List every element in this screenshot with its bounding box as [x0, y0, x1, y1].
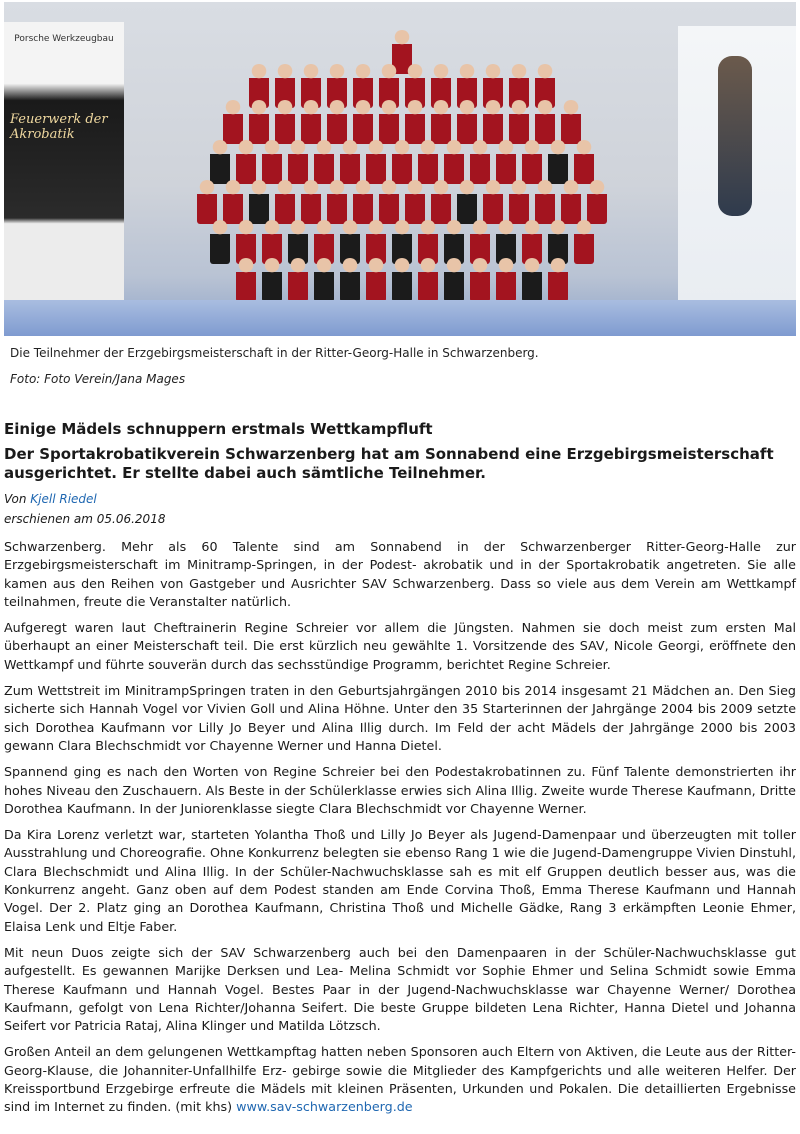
byline-prefix: Von [4, 492, 27, 506]
article-byline [4, 492, 97, 506]
results-link[interactable]: www.sav-schwarzenberg.de [236, 1099, 413, 1115]
hall-floor [4, 300, 796, 336]
article-paragraph: Spannend ging es nach den Worten von Regine Schreier bei den Podestakrobatinnen zu. Fünf Talente demonstrierten ihr hohes Niveau den Zuschauern. Als Beste in der Schülerklasse erwies sich Alina Illig. Zweite wurde Therese Kaufmann, Dritte Dorothea Kaufmann. In der Juniorenklasse siegte Clara Blechschmidt vor Chayenne Werner. [4, 764, 796, 816]
acrobat-figure [718, 56, 752, 216]
photo-credit: Foto: Foto Verein/Jana Mages [10, 372, 186, 386]
article-lead: Der Sportakrobatikverein Schwarzenberg hat am Sonnabend eine Erzgebirgsmeisterschaft ausgerichtet. Er stellte dabei auch sämtliche Teilnehmer. [4, 445, 774, 482]
publish-date: erschienen am 05.06.2018 [4, 512, 166, 526]
article-paragraph: Mit neun Duos zeigte sich der SAV Schwarzenberg auch bei den Damenpaaren in der Schüler-Nachwuchsklasse gut aufgestellt. Es gewannen Marijke Derksen und Lea- Melina Schmidt vor Sophie Ehmer und Selina Schmidt sowie Emma Therese Kaufmann und Hannah Vogel. Bestes Paar in der Jugend-Nachwuchsklasse war Chayenne Werner/ Dorothea Kaufmann, gefolgt von Lena Richter/Johanna Seifert. Die beste Gruppe bildeten Lena Richter, Hanna Dietel und Johanna Seifert vor Patricia Rataj, Alina Klinger und Matilda Lötzsch. [4, 944, 796, 1034]
article-headline: Einige Mädels schnuppern erstmals Wettkampfluft [4, 420, 433, 438]
article-paragraph: Zum Wettstreit im MinitrampSpringen traten in den Geburtsjahrgängen 2010 bis 2014 insgesamt 21 Mädchen an. Den Sieg sicherte sich Hannah Vogel vor Vivien Goll und Alina Höhne. Unter den 35 Starterinnen der Jahrgänge 2004 bis 2009 setzte sich Dorothea Kaufmann vor Lilly Jo Beyer und Alina Illig durch. Im Feld der acht Mädels der Jahrgänge 2000 bis 2003 gewann Clara Blechschmidt vor Chayenne Werner und Hanna Dietel. [4, 683, 796, 753]
author-link[interactable]: Kjell Riedel [30, 492, 97, 506]
photo-caption: Die Teilnehmer der Erzgebirgsmeisterschaft in der Ritter-Georg-Halle in Schwarzenberg. [10, 346, 539, 360]
article-photo [4, 2, 796, 336]
article-body [4, 538, 796, 1125]
banner-show-text: Feuerwerk der Akrobatik [10, 112, 108, 142]
banner-brand-text: Porsche Werkzeugbau [14, 34, 114, 44]
team-group [82, 30, 722, 300]
article-paragraph: Schwarzenberg. Mehr als 60 Talente sind am Sonnabend in der Schwarzenberger Ritter-Georg-Halle zur Erzgebirgsmeisterschaft im Minitramp-Springen, in der Podest- akrobatik und in der Sportakrobatik angetreten. Sie alle kamen aus den Reihen von Gastgeber und Ausrichter SAV Schwarzenberg. Dass so viele aus dem Verein am Wettkampf teilnahmen, freute die Veranstalter natürlich. [4, 539, 796, 609]
article-paragraph-last [4, 1043, 796, 1116]
last-paragraph-text: Großen Anteil an dem gelungenen Wettkampftag hatten neben Sponsoren auch Eltern von Aktiven, die Leute aus der Ritter-Georg-Klause, die Johanniter-Unfallhilfe Erz- gebirge sowie die Mitglieder des Kampfgerichts und alle weiteren Helfer. Der Kreissportbund Erzgebirge erfreute die Mädels mit kleinen Präsenten, Urkunden und Pokalen. Die detaillierten Ergebnisse sind im Internet zu finden. (mit khs) [4, 1044, 796, 1115]
article-paragraph: Aufgeregt waren laut Cheftrainerin Regine Schreier vor allem die Jüngsten. Nahmen sie doch meist zum ersten Mal überhaupt an einer Meisterschaft teil. Die erst kürzlich neu gewählte 1. Vorsitzende des SAV, Nicole Georgi, eröffnete den Wettkampf und führte souverän durch das sechsstündige Programm, berichtet Regine Schreier. [4, 620, 796, 672]
article-paragraph: Da Kira Lorenz verletzt war, starteten Yolantha Thoß und Lilly Jo Beyer als Jugend-Damenpaar und überzeugten mit toller Ausstrahlung und Choreografie. Ohne Konkurrenz belegten sie ebenso Rang 1 wie die Jugend-Damengruppe Vivien Dinstuhl, Clara Blechschmidt und Alina Illig. In der Schüler-Nachwuchsklasse sah es mit elf Gruppen deutlich besser aus, was die Konkurrenz angeht. Ganz oben auf dem Podest standen am Ende Corvina Thoß, Emma Therese Kaufmann und Hannah Vogel. Der 2. Platz ging an Dorothea Kaufmann, Christina Thoß und Michelle Gädke, Rang 3 erkämpften Leonie Ehmer, Elaisa Lenk und Eltje Faber. [4, 827, 796, 934]
